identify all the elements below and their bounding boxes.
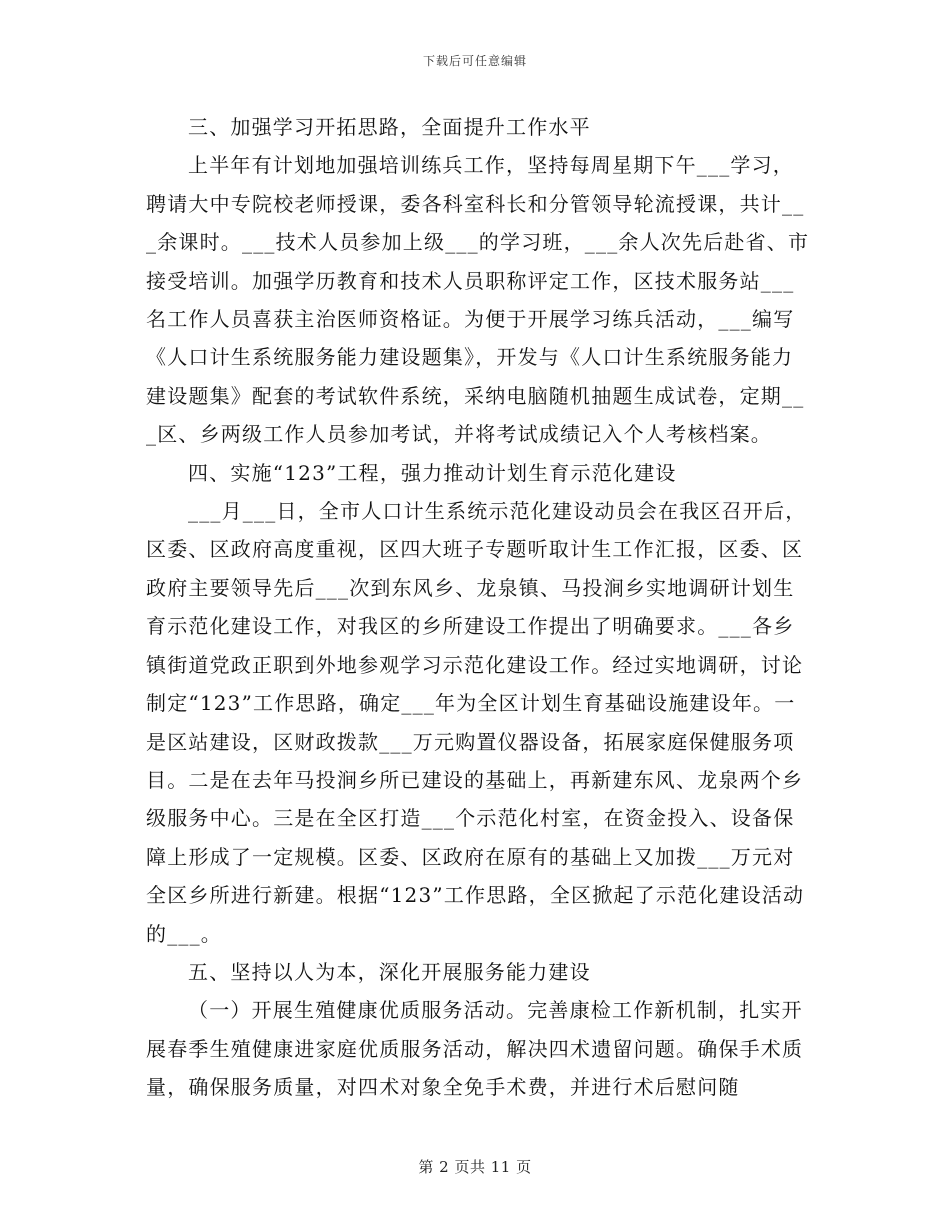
document-body	[146, 108, 814, 1107]
page-header: 下载后可任意编辑	[422, 54, 527, 68]
paragraph-demonstration: ___月___日，全市人口计生系统示范化建设动员会在我区召开后，区委、区政府高度重视，区四大班子专题听取计生工作汇报，区委、区政府主要领导先后___次到东风乡、龙泉镇、马投涧乡实地调研计划生育示范化建设工作，对我区的乡所建设工作提出了明确要求。___各乡镇街道党政正职到外地参观学习示范化建设工作。经过实地调研，讨论制定“123”工作思路，确定___年为全区计划生育基础设施建设年。一是区站建设，区财政拨款___万元购置仪器设备，拓展家庭保健服务项目。二是在去年马投涧乡所已建设的基础上，再新建东风、龙泉两个乡级服务中心。三是在全区打造___个示范化村室，在资金投入、设备保障上形成了一定规模。区委、区政府在原有的基础上又加拨___万元对全区乡所进行新建。根据“123”工作思路，全区掀起了示范化建设活动的___。	[146, 499, 807, 946]
page-number: 第 2 页共 11 页	[418, 1158, 532, 1176]
section-heading-3: 三、加强学习开拓思路，全面提升工作水平	[188, 115, 591, 139]
section-heading-5: 五、坚持以人为本，深化开展服务能力建设	[188, 959, 591, 984]
paragraph-reproductive-health: （一）开展生殖健康优质服务活动。完善康检工作新机制，扎实开展春季生殖健康进家庭优质服务活动，解决四术遗留问题。确保手术质量，确保服务质量，对四术对象全免手术费，并进行术后慰问随	[146, 998, 804, 1100]
paragraph-training: 上半年有计划地加强培训练兵工作，坚持每周星期下午___学习，聘请大中专院校老师授课，委各科室科长和分管领导轮流授课，共计___余课时。___技术人员参加上级___的学习班，___余人次先后赴省、市接受培训。加强学历教育和技术人员职称评定工作，区技术服务站___名工作人员喜获主治医师资格证。为便于开展学习练兵活动，___编写《人口计生系统服务能力建设题集》，开发与《人口计生系统服务能力建设题集》配套的考试软件系统，采纳电脑随机抽题生成试卷，定期___区、乡两级工作人员参加考试，并将考试成绩记入个人考核档案。	[146, 153, 810, 447]
section-heading-4: 四、实施“123”工程，强力推动计划生育示范化建设	[188, 460, 677, 485]
